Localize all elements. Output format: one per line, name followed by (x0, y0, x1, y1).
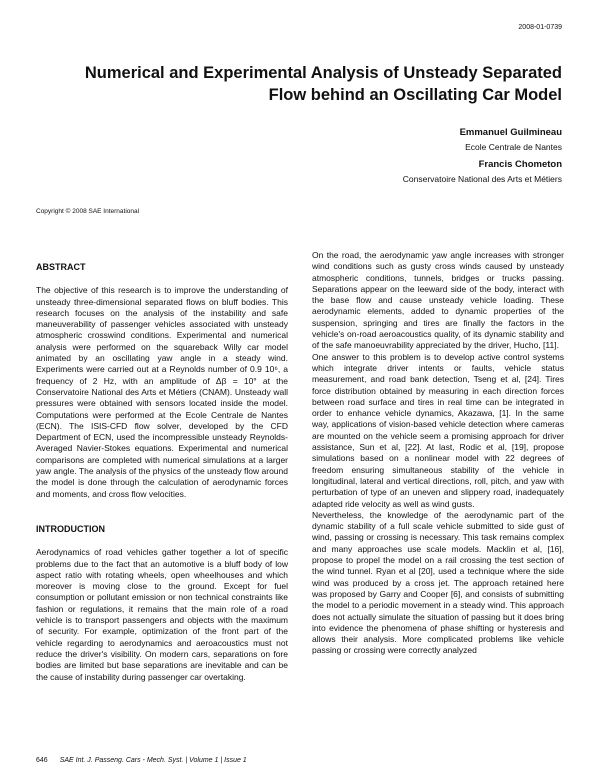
right-column (312, 250, 564, 657)
author-affiliation-2: Conservatoire National des Arts et Métiers (402, 174, 562, 184)
paper-id: 2008-01-0739 (518, 24, 562, 31)
introduction-text: Aerodynamics of road vehicles gather together a lot of specific problems due to the fact that an automotive is a bluff body of low aspect ratio with rotating wheels, open wheelhouses and which moreover is moving close to the ground. Except for fuel consumption or pollutant emission or non technical constraints like fashion or regulations, it remains that the main role of a road vehicle is to transport passengers and objects with the maximum of security. For example, optimization of the front part of the vehicle regarding to aerodynamics and aeroacoustics must not reduce the driver's visibility. On modern cars, separations on fore bodies are limited but base separations are inevitable and can be the cause of instability during passenger car overtaking. (36, 547, 288, 682)
page-footer (36, 757, 247, 764)
copyright-notice: Copyright © 2008 SAE International (36, 208, 140, 215)
left-column (36, 262, 288, 683)
paragraph: Nevertheless, the knowledge of the aerodynamic part of the dynamic stability of a full scale vehicle submitted to side gust of wind, passing or crossing is necessary. This task remains complex and many approaches use scale models. Macklin et al, [16], propose to propel the model on a rail crossing the test section of the wind tunnel. Ryan et al [20], used a technique where the side wind was produced by a cross jet. The approach retained here was proposed by Garry and Cooper [6], and consists of submitting the model to a periodic movement in a steady wind. This approach does not actually simulate the situation of passing but it does bring into evidence the phenomena of phase shifting or hysteresis and allows their analysis. More complicated problems like vehicle passing or crossing were correctly analyzed (312, 509, 564, 656)
author-affiliation-1: Ecole Centrale de Nantes (465, 142, 562, 152)
author-name-1: Emmanuel Guilmineau (459, 127, 562, 138)
author-name-2: Francis Chometon (478, 159, 562, 170)
paper-title: Numerical and Experimental Analysis of Unsteady Separated Flow behind an Oscillating Car Model (84, 64, 562, 104)
paragraph: On the road, the aerodynamic yaw angle increases with stronger wind conditions such as gusty cross winds caused by unsteady atmospheric conditions, tunnels, bridges or trucks passing. Separations appear on the leeward side of the body, interact with the base flow and cause unsteady vehicle loading. These aerodynamic elements, added to dynamic properties of the suspension, springing and tires are finally the factors in the vehicle's on-road aeroacoustics quality, of its dynamic stability and of the safe manoeuvrability appreciated by the driver, Hucho, [11]. (312, 250, 564, 351)
page-number: 646 (36, 757, 48, 764)
abstract-text: The objective of this research is to improve the understanding of unsteady three-dimensional separated flows on bluff bodies. This research focuses on the analysis of the instability and safe maneuverability of passenger vehicles associated with unsteady atmospheric crosswind conditions. Experimental and numerical analysis were performed on the squareback Willy car model animated by an oscillating yaw angle in a steady wind. Experiments were carried out at a Reynolds number of 0.9 10⁶, a frequency of 2 Hz, with an amplitude of Δβ = 10° at the Conservatoire National des Arts et Métiers (CNAM). Unsteady wall pressures were obtained with sensors located inside the model. Computations were performed at the Ecole Centrale de Nantes (ECN). The ISIS-CFD flow solver, developed by the CFD Department of ECN, used the incompressible unsteady Reynolds-Averaged Navier-Stokes equations. Experimental and numerical comparisons are completed with numerical simulations at a larger yaw angle. The analysis of the physics of the unsteady flow around the model is done through the calculation of aerodynamic forces and moments, and cross flow velocities. (36, 285, 288, 499)
paragraph: One answer to this problem is to develop active control systems which integrate driver intents or faults, vehicle status measurement, and road bank detection, Tseng et al, [24]. Tires force distribution obtained by measuring in each direction forces between road surface and tires in real time can be integrated in order to enhance vehicle dynamics, Akazawa, [1]. In the same way, applications of vision-based vehicle detection where cameras are mounted on the vehicle seem a promising approach for driver assistance, Sun et al, [22]. At last, Rodic et al, [19], propose simulations based on a nonlinear model with 22 degrees of freedom ensuring simultaneous stability of the vehicle in longitudinal, lateral and vertical directions, roll, pitch, and yaw with perturbation of type of an uneven and slippery road, inadequately adapted ride velocity as well as wind gusts. (312, 351, 564, 509)
introduction-heading: INTRODUCTION (36, 523, 105, 534)
abstract-heading: ABSTRACT (36, 262, 86, 272)
journal-citation: SAE Int. J. Passeng. Cars - Mech. Syst. | Volume 1 | Issue 1 (59, 757, 247, 764)
